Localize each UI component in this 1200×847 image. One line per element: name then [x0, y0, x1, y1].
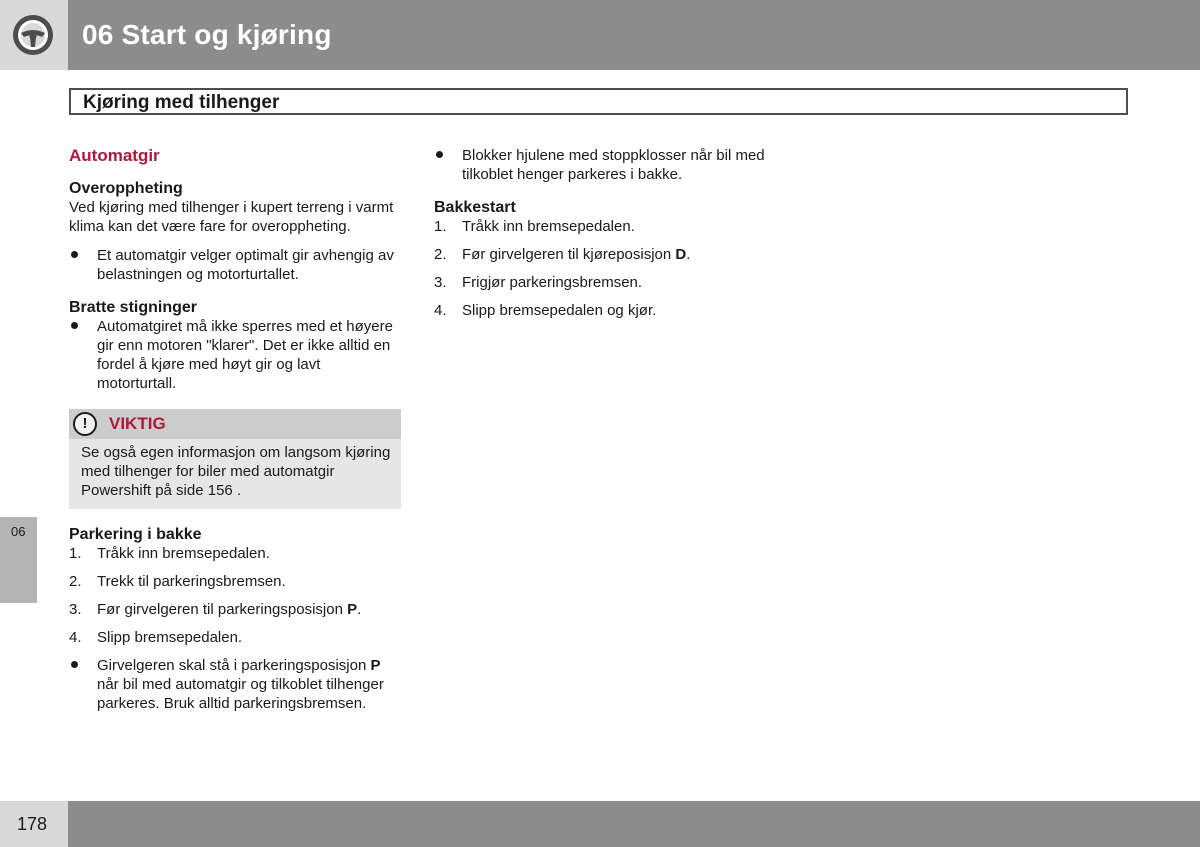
parking-heading: Parkering i bakke	[69, 526, 202, 543]
steep-bullet: Automatgiret må ikke sperres med et høyere gir enn motoren "klarer". Det er ikke alltid en fordel å kjøre med høyt gir og lavt motorturtall.	[97, 318, 393, 392]
list-item	[434, 146, 766, 184]
parking-step-3-end: .	[357, 601, 362, 618]
step-number: 4.	[434, 302, 447, 319]
hill-step-1: Tråkk inn bremsepedalen.	[462, 218, 635, 235]
list-item	[69, 544, 401, 563]
steering-wheel-icon	[11, 13, 55, 57]
bullet-icon	[71, 322, 78, 329]
hill-step-4: Slipp bremsepedalen og kjør.	[462, 302, 657, 319]
bullet-icon	[436, 151, 443, 158]
parking-bullet-end: når bil med automatgir og tilkoblet tilhenger parkeres. Bruk alltid parkeringsbremsen.	[97, 676, 384, 712]
exclamation-icon: !	[73, 412, 97, 436]
steep-heading: Bratte stigninger	[69, 299, 198, 316]
list-item	[434, 245, 766, 264]
list-item	[69, 656, 401, 713]
parking-step-1: Tråkk inn bremsepedalen.	[97, 545, 270, 562]
section-title: Kjøring med tilhenger	[83, 92, 280, 113]
list-item	[69, 246, 401, 284]
right-column	[434, 146, 766, 329]
chapter-side-tab-label: 06	[11, 524, 26, 539]
overheating-heading: Overoppheting	[69, 180, 183, 197]
drive-position-label: D	[675, 246, 687, 263]
bullet-icon	[71, 661, 78, 668]
list-item	[69, 628, 401, 647]
hill-start-heading: Bakkestart	[434, 199, 516, 216]
step-number: 3.	[434, 274, 447, 291]
bullet-icon	[71, 251, 78, 258]
section-header	[69, 88, 1128, 115]
step-number: 2.	[434, 246, 447, 263]
step-number: 3.	[69, 601, 82, 618]
warning-box	[69, 409, 401, 509]
step-number: 2.	[69, 573, 82, 590]
parking-bullet-start: Girvelgeren skal stå i parkeringsposisjon	[97, 657, 371, 674]
hill-step-2-end: .	[686, 246, 691, 263]
footer-bar	[68, 801, 1200, 847]
warning-header	[69, 409, 401, 439]
park-position-label: P	[347, 601, 358, 618]
hill-step-2: Før girvelgeren til kjøreposisjon	[462, 246, 676, 263]
warning-title: VIKTIG	[109, 414, 166, 433]
warning-text: Se også egen informasjon om langsom kjøring med tilhenger for biler med automatgir Powershift på side 156 .	[81, 444, 391, 499]
list-item	[434, 301, 766, 320]
chapter-title: 06 Start og kjøring	[82, 19, 332, 50]
parking-step-4: Slipp bremsepedalen.	[97, 629, 243, 646]
parking-step-2: Trekk til parkeringsbremsen.	[97, 573, 286, 590]
chapter-side-tab	[0, 517, 37, 603]
hill-step-3: Frigjør parkeringsbremsen.	[462, 274, 643, 291]
step-number: 1.	[434, 218, 447, 235]
overheating-text: Ved kjøring med tilhenger i kupert terreng i varmt klima kan det være fare for overoppheting.	[69, 199, 394, 235]
list-item	[434, 273, 766, 292]
park-position-label: P	[370, 657, 381, 674]
list-item	[69, 572, 401, 591]
step-number: 1.	[69, 545, 82, 562]
list-item	[434, 217, 766, 236]
overheating-bullet: Et automatgir velger optimalt gir avhengig av belastningen og motorturtallet.	[97, 247, 394, 283]
left-column	[69, 146, 401, 722]
page-number: 178	[17, 814, 48, 834]
parking-step-3: Før girvelgeren til parkeringsposisjon	[97, 601, 348, 618]
topic-heading: Automatgir	[69, 146, 160, 165]
list-item	[69, 317, 401, 393]
list-item	[69, 600, 401, 619]
header-corner	[0, 0, 68, 70]
wheel-block-bullet: Blokker hjulene med stoppklosser når bil med tilkoblet henger parkeres i bakke.	[462, 147, 765, 183]
step-number: 4.	[69, 629, 82, 646]
